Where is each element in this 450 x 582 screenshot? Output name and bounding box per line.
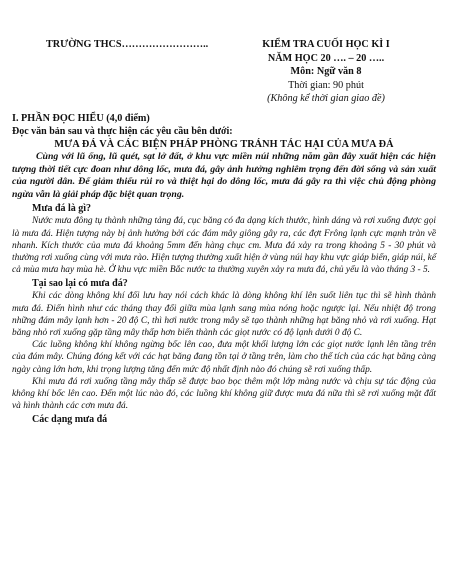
duration-note: (Không kể thời gian giao đề) [267, 93, 385, 105]
article-lead: Cùng với lũ ống, lũ quét, sạt lở đất, ở khu vực miền núi những năm gần đây xuất hiện các hiện tượng thời tiết cực đoan như dông lốc, mưa đá, gây ảnh hưởng nghiêm trọng đến đời sống và sản xuất của người dân. Để giảm thiểu rủi ro và thiệt hại do dông lốc, mưa đá gây ra thì việc chủ động phòng ngừa vẫn là giải pháp đặc biệt quan trọng. [12, 150, 436, 200]
exam-title: KIỂM TRA CUỐI HỌC KÌ I [262, 39, 390, 50]
section-heading: I. PHẦN ĐỌC HIỂU (4,0 điểm) [12, 112, 150, 124]
subject: Môn: Ngữ văn 8 [290, 66, 362, 78]
paragraph: Các luồng không khí không ngừng bốc lên cao, đưa một khối lượng lớn các giọt nước lạnh lên tầng trên của đám mây. Chúng đóng kết với các hạt băng đang tồn tại ở tầng trên, làm cho thể tích của các hạt băng càng ngày càng lớn hơn, khi trọng lượng tăng đến mức độ nhất định nào đó chúng sẽ rơi xuống thấp. [12, 340, 436, 375]
subheading-what-is-hail: Mưa đá là gì? [32, 203, 92, 215]
school-name: TRƯỜNG THCS…………………….. [46, 39, 209, 50]
paragraph: Khi các dòng không khí đối lưu hay nói cách khác là dòng không khí lên suốt liên tục thì sẽ hình thành mưa đá. Điển hình như các tháng thay đổi giữa mùa lạnh sang mùa nóng hoặc ngược lại. Nếu nhiệt độ trong những đám mây lạnh hơn - 20 độ C, thì hơi nước trong mây sẽ tạo thành những hạt băng nhỏ và rơi xuống. Hạt băng nhỏ rơi xuống gặp tầng mây thấp hơn biến thành các giọt nước có độ lạnh dưới 0 độ C. [12, 291, 436, 338]
paragraph: Khi mưa đá rơi xuống tầng mây thấp sẽ được bao bọc thêm một lớp màng nước và chịu sự tác động của không khí bốc lên cao. Đến một lúc nào đó, các luồng khí không giữ được mưa đá nữa thì sẽ rơi xuống mặt đất và hình thành các cơn mưa đá. [12, 376, 436, 412]
school-year: NĂM HỌC 20 …. – 20 ….. [267, 52, 385, 64]
subheading-why-hail: Tại sao lại có mưa đá? [32, 278, 128, 290]
duration: Thời gian: 90 phút [288, 79, 364, 91]
subheading-hail-types: Các dạng mưa đá [32, 414, 108, 426]
instruction: Đọc văn bản sau và thực hiện các yêu cầu bên dưới: [12, 125, 233, 137]
exam-info [216, 38, 436, 106]
exam-header [12, 38, 436, 106]
paragraph: Nước mưa đông tụ thành những tảng đá, cục băng có đa dạng kích thước, hình dáng và rơi xuống được gọi là mưa đá. Hiện tượng này bị ảnh hưởng bởi các đám mây giông gây ra, các đợt Frông lạnh cực mạnh tràn về nhanh. Kích thước của mưa đá khoảng 5mm đến hàng chục cm. Mưa đá xảy ra trong khoảng 5 - 30 phút và thường rơi xuống cùng với mưa rào. Hiện tượng thường xuất hiện ở vùng núi hay khu vực giáp biển, giáp núi, kể cả mùa mưa hay mùa hè. Ở khu vực miền Bắc nước ta thường xuyên xảy ra mưa đá, chủ yếu là vào tháng 3 - 5. [12, 216, 437, 276]
article-title: MƯA ĐÁ VÀ CÁC BIỆN PHÁP PHÒNG TRÁNH TÁC HẠI CỦA MƯA ĐÁ [54, 138, 394, 150]
